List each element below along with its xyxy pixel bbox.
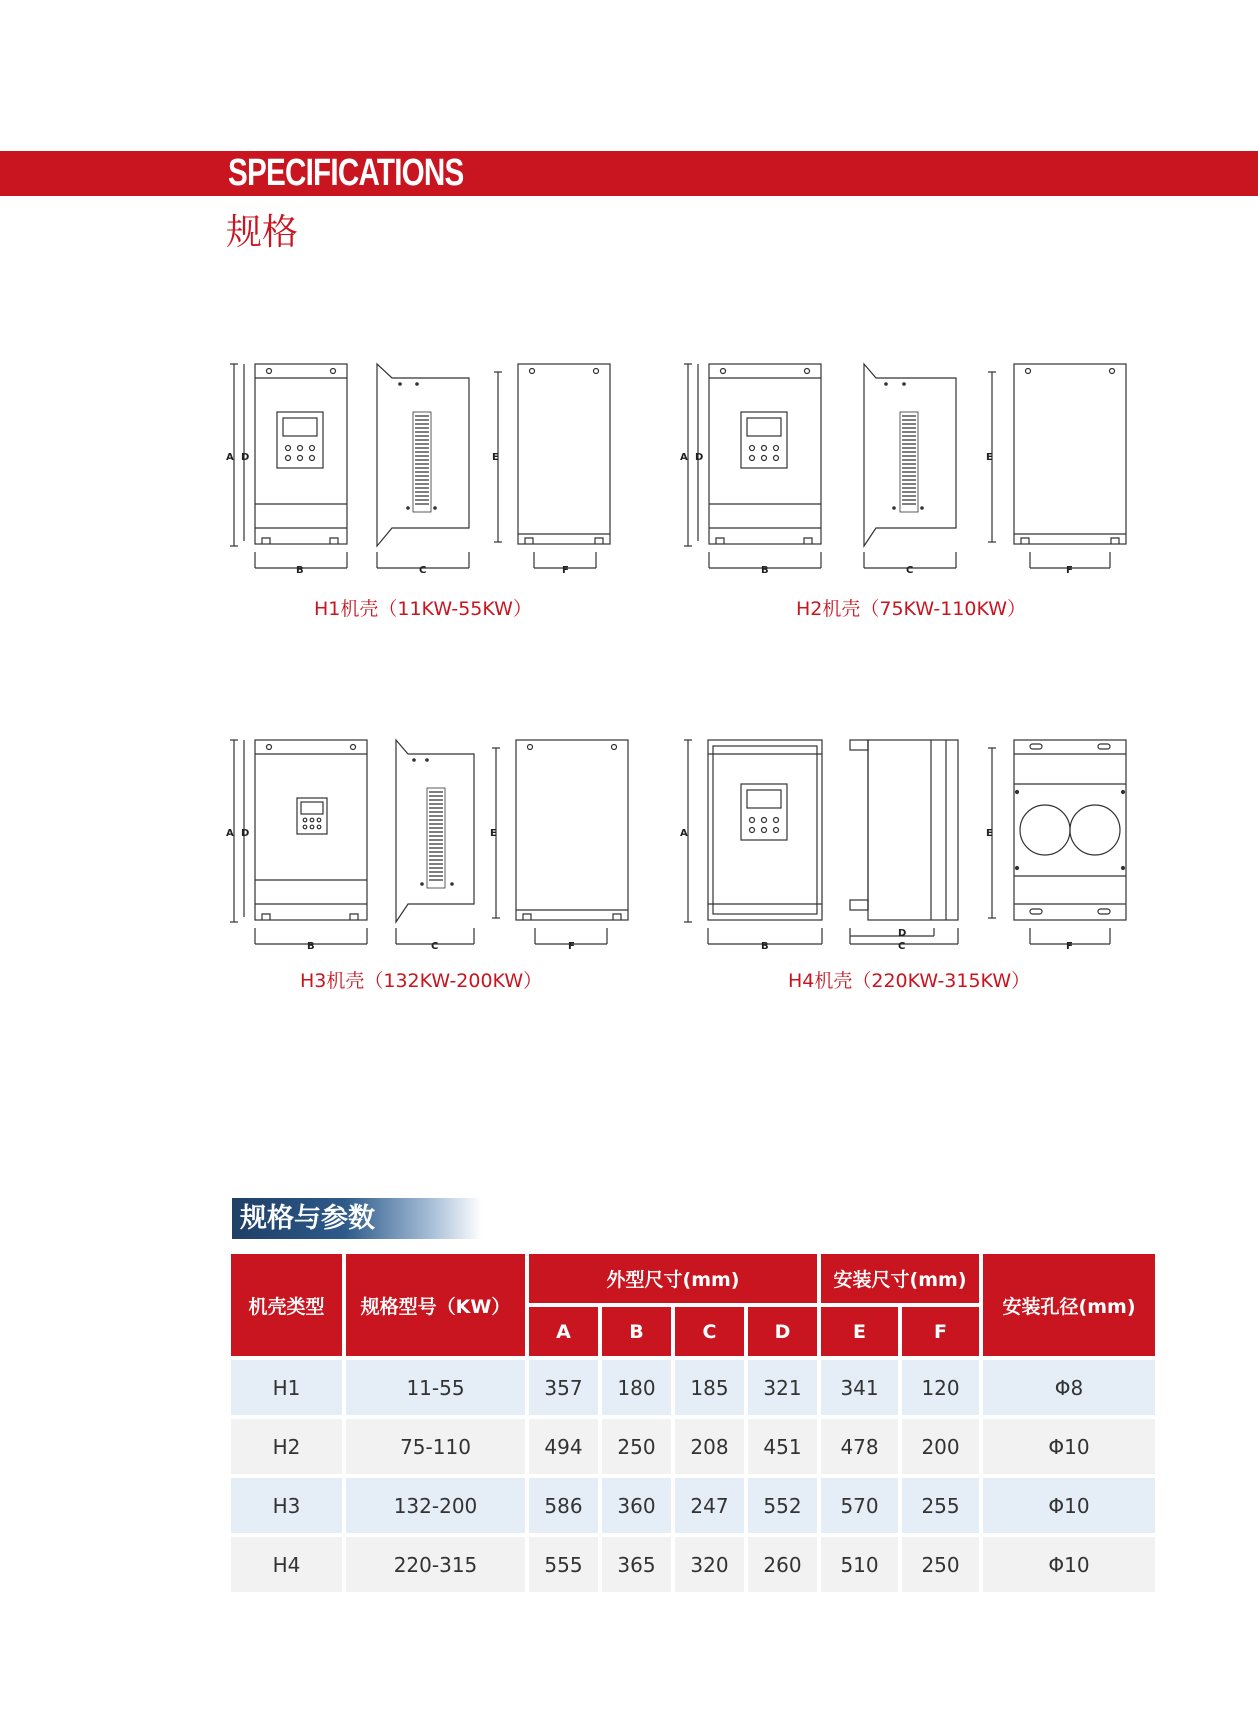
section-heading-text: 规格与参数 <box>240 1203 375 1234</box>
header-col-b: B <box>602 1307 671 1356</box>
housing-h1-drawing <box>222 356 622 582</box>
svg-text:B: B <box>307 941 315 952</box>
housing-h3-drawing <box>222 732 642 958</box>
cell-e: 341 <box>821 1360 898 1415</box>
cell-c: 208 <box>675 1419 744 1474</box>
svg-text:C: C <box>898 941 906 952</box>
cell-d: 260 <box>748 1537 817 1592</box>
cell-f: 255 <box>902 1478 979 1533</box>
cell-d: 552 <box>748 1478 817 1533</box>
cell-b: 180 <box>602 1360 671 1415</box>
page-title: SPECIFICATIONS <box>228 152 464 194</box>
header-housing-type: 机壳类型 <box>231 1254 342 1356</box>
cell-b: 250 <box>602 1419 671 1474</box>
cell-type: H3 <box>231 1478 342 1533</box>
section-heading <box>232 1198 482 1239</box>
svg-text:B: B <box>296 565 304 576</box>
svg-text:D: D <box>241 452 250 463</box>
cell-kw: 75-110 <box>346 1419 525 1474</box>
svg-text:F: F <box>1066 565 1073 576</box>
svg-text:A: A <box>680 828 688 839</box>
table-row <box>231 1360 1155 1415</box>
cell-a: 494 <box>529 1419 598 1474</box>
cell-type: H4 <box>231 1537 342 1592</box>
header-col-a: A <box>529 1307 598 1356</box>
svg-text:E: E <box>492 452 499 463</box>
spec-table <box>227 1250 1159 1596</box>
cell-f: 250 <box>902 1537 979 1592</box>
cell-f: 120 <box>902 1360 979 1415</box>
svg-text:A: A <box>680 452 688 463</box>
cell-a: 586 <box>529 1478 598 1533</box>
svg-text:D: D <box>898 928 907 939</box>
svg-text:C: C <box>419 565 427 576</box>
cell-e: 510 <box>821 1537 898 1592</box>
table-row <box>231 1419 1155 1474</box>
cell-kw: 11-55 <box>346 1360 525 1415</box>
housing-h1-caption: H1机壳（11KW-55KW） <box>314 598 532 620</box>
svg-text:D: D <box>695 452 704 463</box>
cell-hole: Φ8 <box>983 1360 1155 1415</box>
cell-b: 365 <box>602 1537 671 1592</box>
cell-hole: Φ10 <box>983 1478 1155 1533</box>
svg-text:A: A <box>226 452 234 463</box>
cell-hole: Φ10 <box>983 1537 1155 1592</box>
cell-f: 200 <box>902 1419 979 1474</box>
header-col-c: C <box>675 1307 744 1356</box>
svg-text:E: E <box>490 828 497 839</box>
svg-text:B: B <box>761 565 769 576</box>
svg-text:B: B <box>761 941 769 952</box>
header-col-f: F <box>902 1307 979 1356</box>
svg-text:E: E <box>986 828 993 839</box>
svg-text:C: C <box>906 565 914 576</box>
header-col-e: E <box>821 1307 898 1356</box>
table-row <box>231 1478 1155 1533</box>
cell-kw: 220-315 <box>346 1537 525 1592</box>
header-banner <box>0 151 1258 196</box>
svg-text:F: F <box>562 565 569 576</box>
housing-h4-drawing <box>676 732 1136 958</box>
header-model-kw: 规格型号（KW） <box>346 1254 525 1356</box>
cell-e: 570 <box>821 1478 898 1533</box>
cell-c: 185 <box>675 1360 744 1415</box>
cell-e: 478 <box>821 1419 898 1474</box>
cell-c: 247 <box>675 1478 744 1533</box>
housing-h4-caption: H4机壳（220KW-315KW） <box>788 970 1031 992</box>
housing-h2-caption: H2机壳（75KW-110KW） <box>796 598 1027 620</box>
cell-d: 321 <box>748 1360 817 1415</box>
housing-h2-drawing <box>676 356 1136 582</box>
svg-text:D: D <box>241 828 250 839</box>
housing-h3-caption: H3机壳（132KW-200KW） <box>300 970 543 992</box>
cell-hole: Φ10 <box>983 1419 1155 1474</box>
page-subtitle: 规格 <box>226 212 299 253</box>
svg-text:F: F <box>568 941 575 952</box>
header-mounting-dims: 安装尺寸(mm) <box>821 1254 979 1303</box>
cell-type: H2 <box>231 1419 342 1474</box>
svg-text:A: A <box>226 828 234 839</box>
svg-text:C: C <box>431 941 439 952</box>
cell-a: 555 <box>529 1537 598 1592</box>
header-hole-dia: 安装孔径(mm) <box>983 1254 1155 1356</box>
svg-text:F: F <box>1066 941 1073 952</box>
cell-d: 451 <box>748 1419 817 1474</box>
header-col-d: D <box>748 1307 817 1356</box>
cell-kw: 132-200 <box>346 1478 525 1533</box>
header-outline-dims: 外型尺寸(mm) <box>529 1254 817 1303</box>
cell-c: 320 <box>675 1537 744 1592</box>
table-row <box>231 1537 1155 1592</box>
cell-type: H1 <box>231 1360 342 1415</box>
cell-a: 357 <box>529 1360 598 1415</box>
svg-text:E: E <box>986 452 993 463</box>
cell-b: 360 <box>602 1478 671 1533</box>
